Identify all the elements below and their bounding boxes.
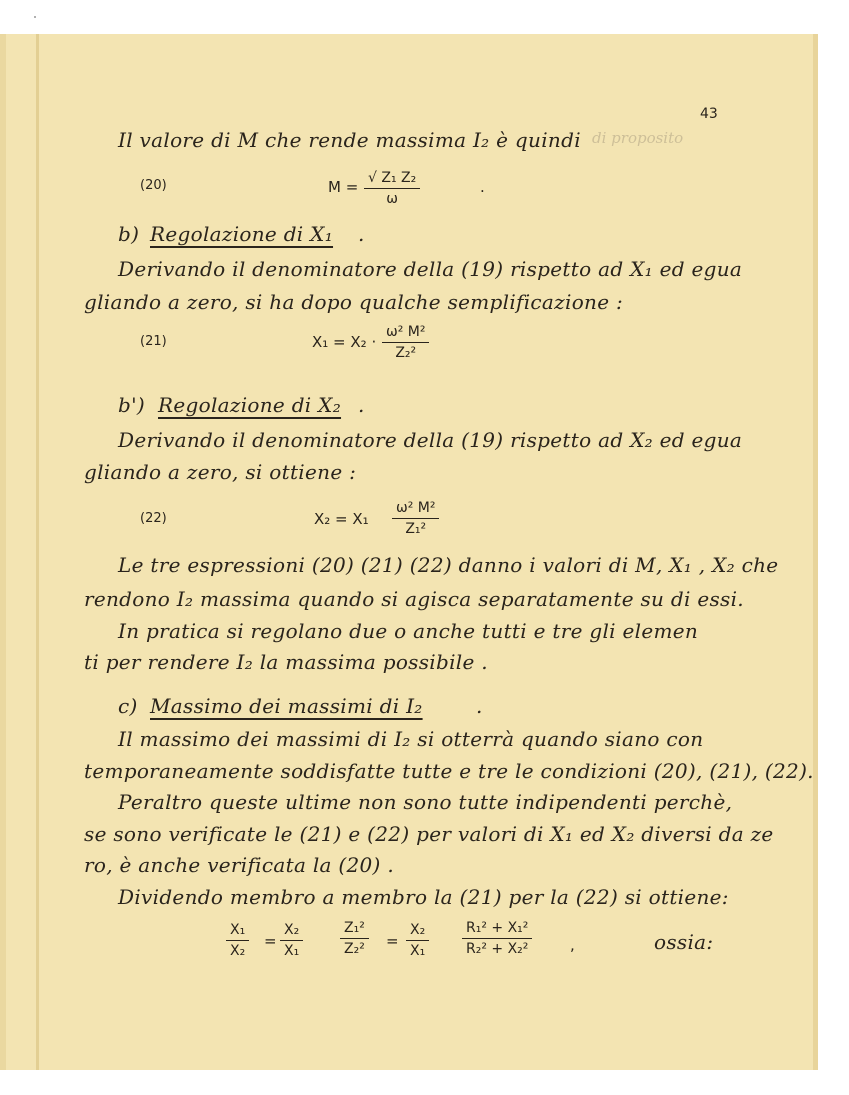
equation-21-lhs: X₁ = X₂ · xyxy=(312,333,377,351)
equation-22-numerator: ω² M² xyxy=(392,500,439,519)
final-fraction-2 xyxy=(280,922,303,959)
equation-21-fraction xyxy=(382,324,429,361)
section-c-title: Massimo dei massimi di I₂ xyxy=(150,694,423,718)
text-line-14: ro, è anche verificata la (20) . xyxy=(84,853,394,877)
text-line-7: rendono I₂ massima quando si agisca separatamente su di essi. xyxy=(84,587,744,611)
equation-20-denominator: ω xyxy=(386,191,398,207)
final-fraction-3-numerator: Z₁² xyxy=(340,920,369,939)
final-fraction-4-numerator: X₂ xyxy=(406,922,429,941)
section-bprime-label: b') xyxy=(118,393,146,417)
equation-22-denominator: Z₁² xyxy=(405,521,427,537)
page-number: 43 xyxy=(700,106,718,122)
text-line-10: Il massimo dei massimi di I₂ si otterrà quando siano con xyxy=(118,727,704,751)
section-b-label: b) xyxy=(118,222,140,246)
final-fraction-4 xyxy=(406,922,429,959)
text-line-3: gliando a zero, si ha dopo qualche semplificazione : xyxy=(84,290,624,314)
left-page-edge xyxy=(0,34,6,1070)
section-bprime-period: . xyxy=(358,393,365,417)
equation-number-21: (21) xyxy=(140,334,167,349)
speck xyxy=(34,16,36,18)
text-line-15: Dividendo membro a membro la (21) per la (22) si ottiene: xyxy=(118,885,729,909)
text-line-13: se sono verificate le (21) e (22) per valori di X₁ ed X₂ diversi da ze xyxy=(84,822,774,846)
final-fraction-1-numerator: X₁ xyxy=(226,922,249,941)
equation-number-20: (20) xyxy=(140,178,167,193)
bleed-through-text: di proposito xyxy=(592,129,684,147)
final-fraction-5-denominator: R₂² + X₂² xyxy=(466,941,529,957)
equation-number-22: (22) xyxy=(140,511,167,526)
page-fold-line xyxy=(36,34,39,1070)
text-line-12: Peraltro queste ultime non sono tutte indipendenti perchè, xyxy=(118,790,733,814)
text-line-5: gliando a zero, si ottiene : xyxy=(84,460,357,484)
final-ossia: ossia: xyxy=(654,930,714,954)
final-fraction-5-numerator: R₁² + X₁² xyxy=(462,920,532,939)
equation-21-numerator: ω² M² xyxy=(382,324,429,343)
final-fraction-2-denominator: X₁ xyxy=(284,943,300,959)
text-line-9: ti per rendere I₂ la massima possibile . xyxy=(84,650,488,674)
text-line-8: In pratica si regolano due o anche tutti e tre gli elemen xyxy=(118,619,699,643)
text-line-6: Le tre espressioni (20) (21) (22) danno i valori di M, X₁ , X₂ che xyxy=(118,553,779,577)
final-fraction-3 xyxy=(340,920,369,957)
section-b-title: Regolazione di X₁ xyxy=(150,222,334,246)
final-equals-2: = xyxy=(386,932,399,950)
equation-20-lhs: M = xyxy=(328,178,359,196)
section-c-period: . xyxy=(476,694,483,718)
final-fraction-2-numerator: X₂ xyxy=(280,922,303,941)
final-fraction-5 xyxy=(462,920,532,957)
section-bprime-title: Regolazione di X₂ xyxy=(158,393,342,417)
equation-22-lhs: X₂ = X₁ xyxy=(314,510,369,528)
text-line-4: Derivando il denominatore della (19) rispetto ad X₂ ed egua xyxy=(118,428,743,452)
section-b-period: . xyxy=(358,222,365,246)
final-fraction-4-denominator: X₁ xyxy=(410,943,426,959)
final-fraction-1-denominator: X₂ xyxy=(230,943,246,959)
final-fraction-3-denominator: Z₂² xyxy=(344,941,365,957)
section-c-label: c) xyxy=(118,694,138,718)
right-page-edge xyxy=(813,34,818,1070)
final-equals-1: = xyxy=(264,932,277,950)
text-line-1: Il valore di M che rende massima I₂ è quindi xyxy=(118,128,581,152)
equation-20-numerator: √ Z₁ Z₂ xyxy=(364,170,420,189)
equation-21-denominator: Z₂² xyxy=(395,345,417,361)
equation-20-fraction xyxy=(364,170,420,207)
equation-20-period: . xyxy=(480,178,485,196)
final-fraction-1 xyxy=(226,922,249,959)
text-line-11: temporaneamente soddisfatte tutte e tre le condizioni (20), (21), (22). xyxy=(84,759,814,783)
equation-22-fraction xyxy=(392,500,439,537)
final-comma: , xyxy=(570,936,575,954)
text-line-2: Derivando il denominatore della (19) rispetto ad X₁ ed egua xyxy=(118,257,743,281)
